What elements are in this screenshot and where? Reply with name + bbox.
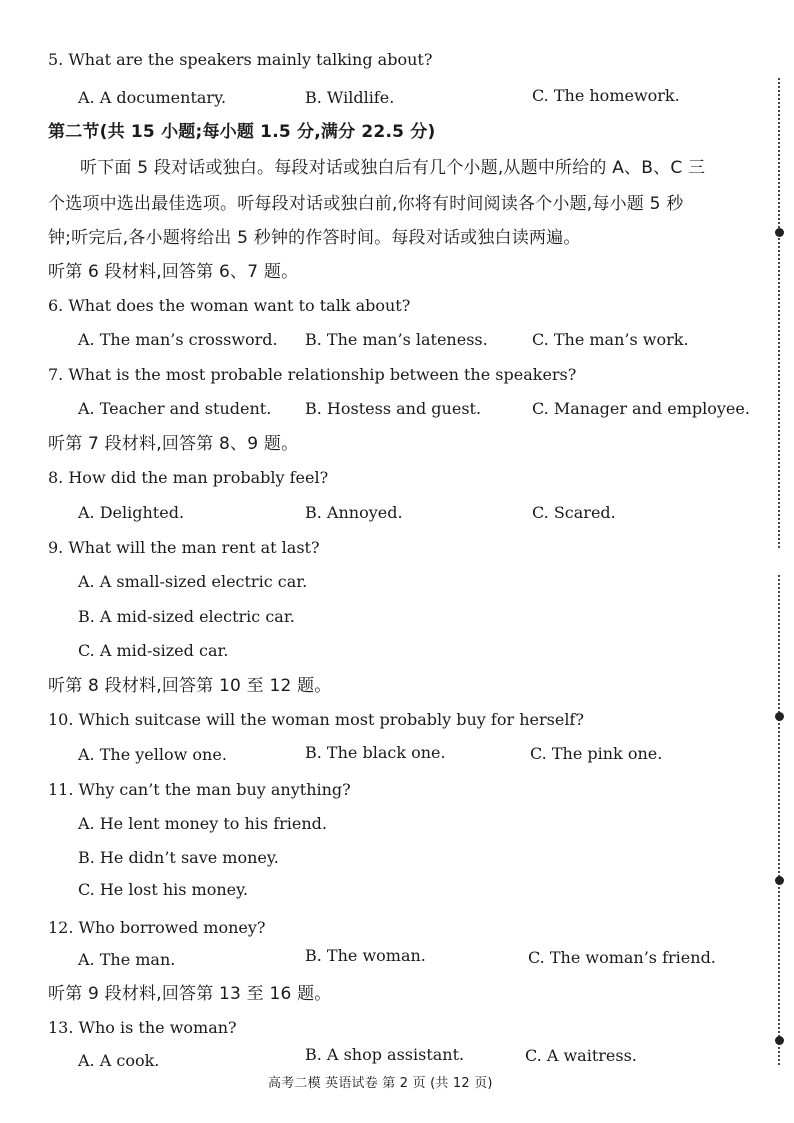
option-12a: A. The man. [78, 950, 176, 969]
question-6: 6. What does the woman want to talk about? [48, 296, 411, 315]
binding-margin-line-upper [778, 78, 780, 548]
question-9: 9. What will the man rent at last? [48, 538, 320, 557]
section-2-heading: 第二节(共 15 小题;每小题 1.5 分,满分 22.5 分) [48, 122, 436, 142]
instructions-line-2: 个选项中选出最佳选项。听每段对话或独白前,你将有时间阅读各个小题,每小题 5 秒 [48, 194, 684, 214]
instructions-line-1: 听下面 5 段对话或独白。每段对话或独白后有几个小题,从题中所给的 A、B、C 三 [80, 158, 706, 178]
option-9b: B. A mid-sized electric car. [78, 607, 295, 626]
option-10b: B. The black one. [305, 743, 446, 762]
option-6b: B. The man’s lateness. [305, 330, 488, 349]
option-10a: A. The yellow one. [78, 745, 227, 764]
question-11: 11. Why can’t the man buy anything? [48, 780, 351, 799]
option-9c: C. A mid-sized car. [78, 641, 229, 660]
binding-margin-line-lower [778, 575, 780, 1065]
option-12b: B. The woman. [305, 946, 426, 965]
option-11c: C. He lost his money. [78, 880, 249, 899]
material-9-heading: 听第 9 段材料,回答第 13 至 16 题。 [48, 984, 332, 1004]
option-7a: A. Teacher and student. [78, 399, 272, 418]
option-13c: C. A waitress. [525, 1046, 637, 1065]
material-8-heading: 听第 8 段材料,回答第 10 至 12 题。 [48, 676, 332, 696]
option-11a: A. He lent money to his friend. [78, 814, 327, 833]
question-10: 10. Which suitcase will the woman most probably buy for herself? [48, 710, 584, 729]
option-10c: C. The pink one. [530, 744, 663, 763]
binding-hole-mark-2 [775, 712, 784, 721]
option-6c: C. The man’s work. [532, 330, 689, 349]
question-12: 12. Who borrowed money? [48, 918, 266, 937]
question-7: 7. What is the most probable relationship between the speakers? [48, 365, 577, 384]
material-6-heading: 听第 6 段材料,回答第 6、7 题。 [48, 262, 299, 282]
binding-hole-mark-3 [775, 876, 784, 885]
instructions-line-3: 钟;听完后,各小题将给出 5 秒钟的作答时间。每段对话或独白读两遍。 [48, 228, 581, 248]
binding-hole-mark-1 [775, 228, 784, 237]
question-8: 8. How did the man probably feel? [48, 468, 329, 487]
question-13: 13. Who is the woman? [48, 1018, 237, 1037]
material-7-heading: 听第 7 段材料,回答第 8、9 题。 [48, 434, 299, 454]
option-8b: B. Annoyed. [305, 503, 403, 522]
option-13a: A. A cook. [78, 1051, 160, 1070]
option-8c: C. Scared. [532, 503, 616, 522]
option-13b: B. A shop assistant. [305, 1045, 465, 1064]
option-9a: A. A small-sized electric car. [78, 572, 308, 591]
option-7b: B. Hostess and guest. [305, 399, 482, 418]
option-12c: C. The woman’s friend. [528, 948, 716, 967]
option-5a: A. A documentary. [78, 88, 227, 107]
option-5b: B. Wildlife. [305, 88, 395, 107]
option-7c: C. Manager and employee. [532, 399, 750, 418]
binding-hole-mark-4 [775, 1036, 784, 1045]
question-5: 5. What are the speakers mainly talking about? [48, 50, 433, 69]
option-6a: A. The man’s crossword. [78, 330, 278, 349]
page-footer: 高考二模 英语试卷 第 2 页 (共 12 页) [268, 1076, 493, 1091]
option-8a: A. Delighted. [78, 503, 185, 522]
option-11b: B. He didn’t save money. [78, 848, 279, 867]
option-5c: C. The homework. [532, 86, 680, 105]
